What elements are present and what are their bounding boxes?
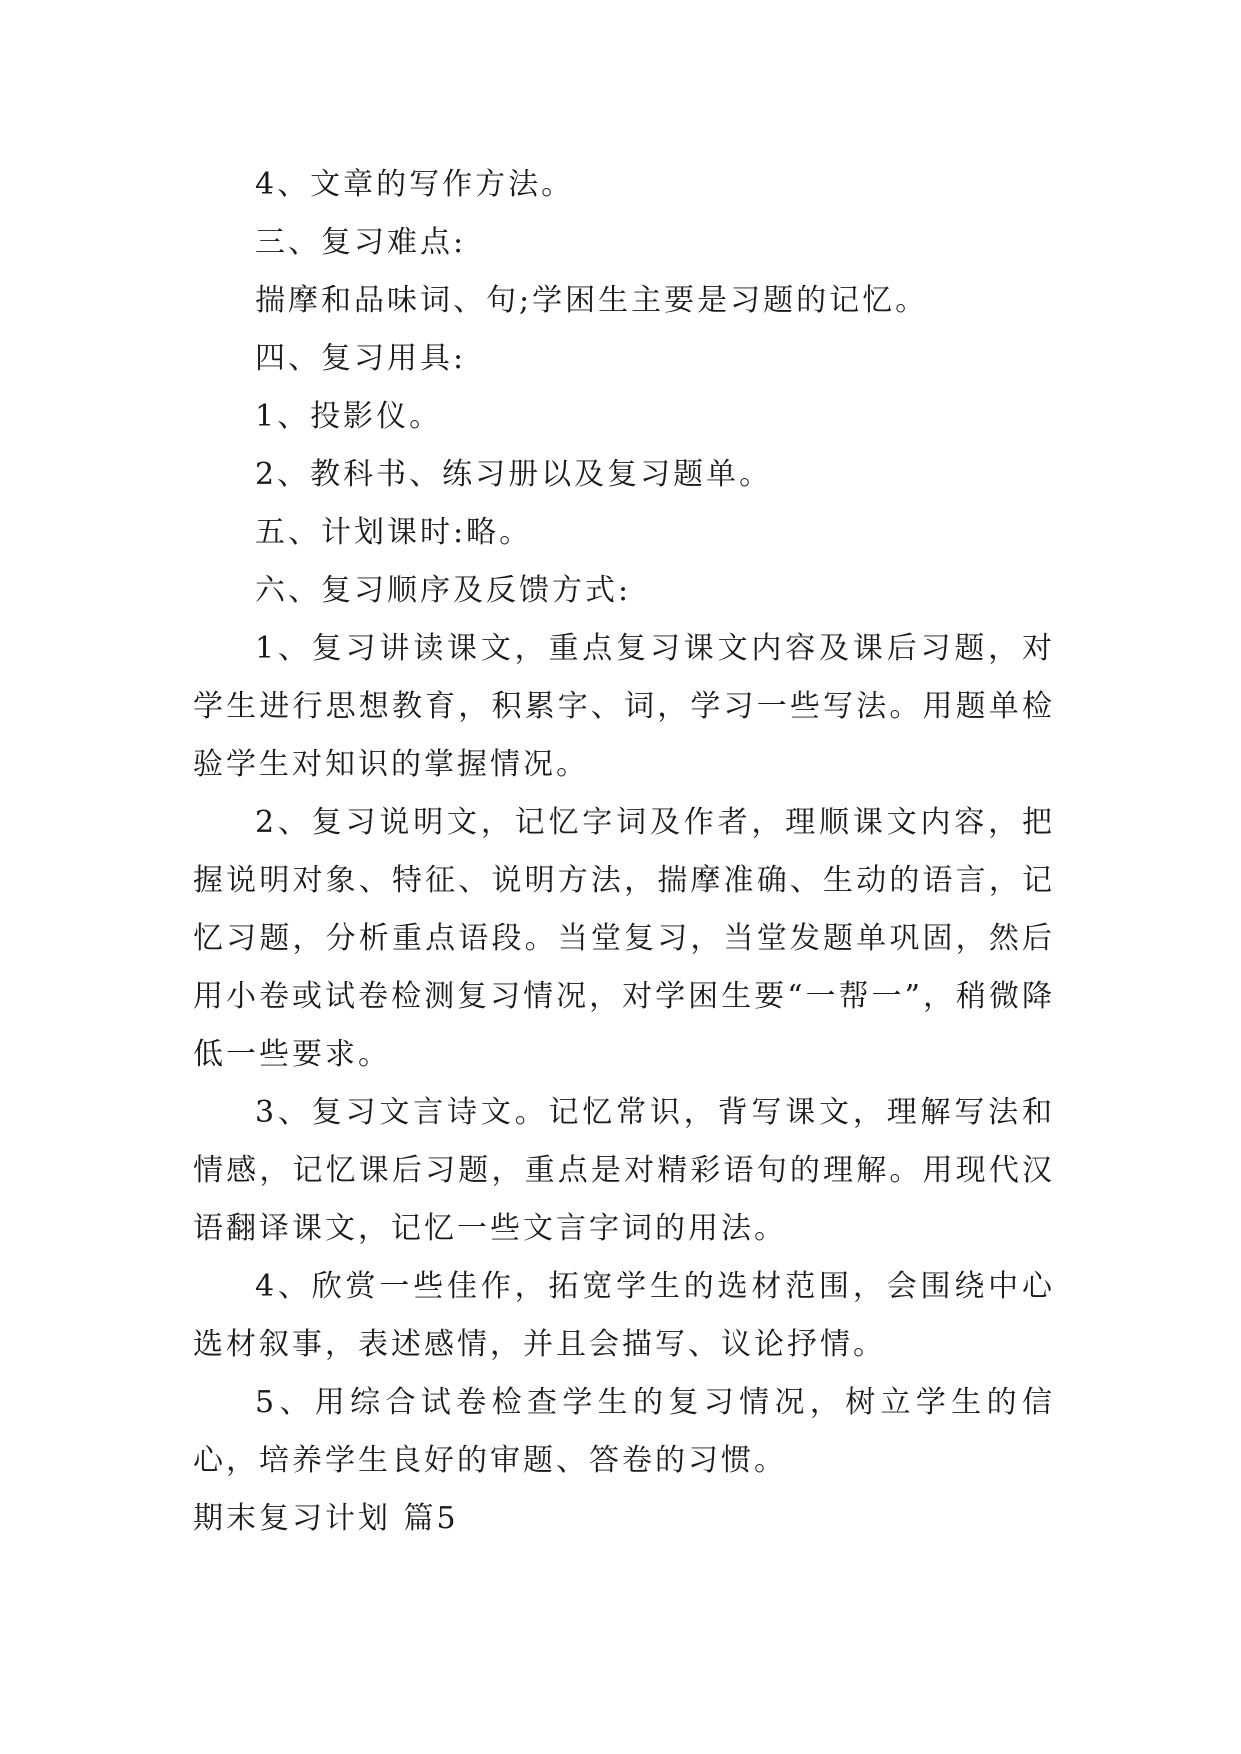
section-heading-review-order: 六、复习顺序及反馈方式: xyxy=(255,573,632,608)
text-line: 4、文章的写作方法。 xyxy=(255,167,575,202)
section-title: 期末复习计划 篇5 xyxy=(193,1501,459,1536)
section-heading-tools: 四、复习用具: xyxy=(255,341,467,376)
section-heading-difficulties: 三、复习难点: xyxy=(255,225,467,260)
text-line: 1、投影仪。 xyxy=(255,399,443,434)
paragraph-2: 2、复习说明文，记忆字词及作者，理顺课文内容，把握说明对象、特征、说明方法，揣摩准确、生动的语言，记忆习题，分析重点语段。当堂复习，当堂发题单巩固，然后用小卷或试卷检测复习情况，对学困生要“一帮一”，稍微降低一些要求。 xyxy=(193,805,1055,1072)
paragraph-1: 1、复习讲读课文，重点复习课文内容及课后习题，对学生进行思想教育，积累字、词，学习一些写法。用题单检验学生对知识的掌握情况。 xyxy=(193,631,1055,782)
text-line: 揣摩和品味词、句;学困生主要是习题的记忆。 xyxy=(255,283,929,318)
paragraph-4: 4、欣赏一些佳作，拓宽学生的选材范围，会围绕中心选材叙事，表述感情，并且会描写、议论抒情。 xyxy=(193,1269,1055,1362)
text-line: 2、教科书、练习册以及复习题单。 xyxy=(255,457,773,492)
document-body xyxy=(193,156,1055,1548)
paragraph-3: 3、复习文言诗文。记忆常识，背写课文，理解写法和情感，记忆课后习题，重点是对精彩语句的理解。用现代汉语翻译课文，记忆一些文言字词的用法。 xyxy=(193,1095,1055,1246)
paragraph-5: 5、用综合试卷检查学生的复习情况，树立学生的信心，培养学生良好的审题、答卷的习惯。 xyxy=(193,1385,1055,1478)
section-heading-class-hours: 五、计划课时:略。 xyxy=(255,515,533,550)
